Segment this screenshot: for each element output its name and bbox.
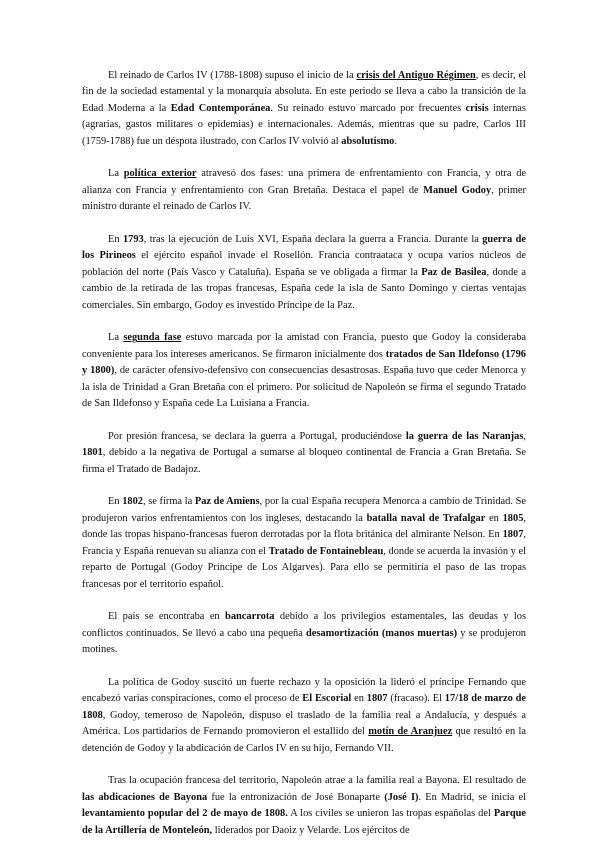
text-run: internas (agrarias, gastos militares o epidemias) e internacionales. Además, mientras que su padre, Carlos III (1759-1788) fue un déspota ilustrado, con Carlos IV volvió al	[82, 102, 526, 147]
text-run: estuvo marcada por la amistad con Francia, puesto que Godoy la consideraba conveniente para los intereses americanos. Se firmaron inicialmente dos	[82, 332, 526, 360]
text-run: en	[351, 693, 367, 705]
text-run: En	[108, 496, 123, 508]
emphasis-text	[368, 726, 452, 737]
bold-text: 1807	[502, 529, 524, 541]
text-run: La	[108, 168, 124, 180]
underlined-text: motín de Aranjuez	[368, 726, 453, 738]
bold-text: la guerra de las Naranjas	[405, 430, 524, 442]
text-run: , por la cual España recupera Menorca a cambio de Trinidad. Se produjeron varios enfrentamientos con los ingleses, destacando la	[82, 496, 526, 524]
bold-text: Manuel Godoy	[423, 184, 492, 196]
bold-text: levantamiento popular del 2 de mayo de 1808.	[82, 808, 288, 820]
paragraph	[82, 166, 526, 215]
text-run: , primer ministro durante el reinado de Carlos IV.	[82, 184, 527, 213]
bold-text: Paz de Amiens	[194, 496, 260, 508]
text-run: El país se encontraba en	[108, 611, 226, 623]
underlined-text: política exterior	[123, 168, 197, 180]
bold-text: (José I)	[384, 791, 419, 803]
bold-text: absolutismo	[341, 135, 395, 147]
bold-text: Edad Contemporánea	[170, 102, 271, 114]
bold-text: guerra de los Pirineos	[82, 234, 527, 262]
paragraph	[82, 68, 526, 150]
bold-text: las abdicaciones de Bayona	[82, 791, 208, 803]
bold-text: crisis	[465, 102, 489, 114]
text-run: .	[394, 135, 397, 147]
text-run: , Godoy, temeroso de Napoleón, dispuso el traslado de la familia real a Andalucía, y después a América. Los partidarios de Fernando promovieron el estallido del	[82, 709, 526, 738]
paragraph	[82, 429, 526, 478]
text-run: Tras la ocupación francesa del territorio, Napoleón atrae a la familia real a Bayona. El resultado de	[108, 775, 526, 787]
text-run: el ejército español invade el Rosellón. Francia contraataca y ocupa varios núcleos de población del norte (País Vasco y Cataluña). España se ve obligada a firmar la	[82, 250, 526, 278]
paragraph	[82, 232, 526, 314]
text-run: , debido a la negativa de Portugal a sumarse al bloqueo continental de Francia a Gran Bretaña. Se firma el Tratado de Badajoz.	[82, 447, 526, 475]
text-run: La política de Godoy suscitó un fuerte rechazo y la oposición la lideró el príncipe Fernando que encabezó varias conspiraciones, como el proceso de	[82, 676, 526, 705]
text-run: . En Madrid, se inicia el	[418, 791, 526, 803]
text-run: , Francia y España renuevan su alianza con el	[82, 529, 526, 557]
bold-text: 1805	[502, 512, 524, 524]
text-run: debido a los privilegios estamentales, las deudas y los conflictos continuados. Se llevó a cabo una pequeña	[82, 611, 527, 639]
paragraph	[82, 773, 526, 839]
text-run: ,	[523, 430, 526, 442]
document-body	[82, 68, 526, 855]
bold-text: desamortización (manos muertas)	[305, 627, 458, 639]
bold-text: 1793	[122, 234, 144, 246]
text-run: en	[485, 512, 503, 524]
bold-text: 17/18 de marzo de 1808	[82, 693, 526, 721]
bold-text: 1802	[122, 496, 143, 508]
paragraph	[82, 675, 526, 757]
bold-text: Tratado de Fontainebleau	[268, 545, 384, 557]
text-run: , donde las tropas hispano-francesas fueron derrotadas por la flota británica del almirante Nelson. En	[82, 512, 526, 541]
text-run: . Su reinado estuvo marcado por frecuentes	[270, 102, 466, 114]
text-run: (fracaso). El	[387, 693, 445, 705]
paragraph	[82, 609, 526, 658]
bold-text: 1807	[366, 693, 388, 705]
paragraph	[82, 494, 526, 592]
bold-text: tratados de San Ildefonso (1796 y 1800)	[82, 348, 527, 377]
text-run: A los civiles se unieron las tropas españolas del	[287, 808, 494, 820]
text-run: , se firma la	[142, 496, 195, 508]
emphasis-text	[123, 332, 181, 343]
text-run: El reinado de Carlos IV (1788-1808) supuso el inicio de la	[108, 70, 357, 81]
text-run: En	[108, 234, 123, 246]
bold-text: Paz de Basilea	[421, 266, 487, 278]
bold-text: Parque de la Artillería de Monteleón,	[82, 808, 526, 836]
bold-text: bancarrota	[225, 611, 275, 623]
text-run: y se produjeron motines.	[82, 627, 526, 656]
text-run: , tras la ejecución de Luis XVI, España declara la guerra a Francia. Durante la	[143, 234, 483, 246]
emphasis-text	[356, 70, 475, 81]
text-run: , de carácter ofensivo-defensivo con consecuencias desastrosas. España tuvo que ceder Menorca y la isla de Trinidad a Gran Bretaña con el primero. Por solicitud de Napoleón se firma el segundo Tratado de San Ildefonso y España cede La Luisiana a Francia.	[82, 365, 526, 410]
bold-text: batalla naval de Trafalgar	[366, 512, 486, 524]
text-run: , donde se acuerda la invasión y el reparto de Portugal (Godoy Príncipe de Los Algarves). Para ello se permitiría el paso de las tropas francesas por el territorio español.	[82, 545, 526, 590]
bold-text: El Escorial	[302, 693, 352, 705]
bold-text: 1801	[82, 447, 103, 459]
underlined-text: segunda fase	[123, 332, 182, 344]
text-run: La	[108, 332, 124, 344]
text-run: fue la entronización de José Bonaparte	[207, 791, 385, 803]
text-run: Por presión francesa, se declara la guerra a Portugal, produciéndose	[108, 430, 406, 442]
text-run: atravesó dos fases: una primera de enfrentamiento con Francia, y otra de alianza con Francia y enfrentamiento con Gran Bretaña. Destaca el papel de	[82, 168, 526, 196]
text-run: liderados por Daoiz y Velarde. Los ejércitos de	[212, 824, 410, 836]
text-run: , es decir, el fin de la sociedad estamental y la monarquía absoluta. En este periodo se lleva a cabo la transición de la Edad Moderna a la	[82, 70, 526, 114]
text-run: que resultó en la detención de Godoy y la abdicación de Carlos IV en su hijo, Fernando VII.	[82, 726, 526, 754]
text-run: , donde a cambio de la retirada de las tropas francesas, España cede la isla de Santo Domingo y ciertas ventajas comerciales. Sin embargo, Godoy es investido Príncipe de la Paz.	[82, 266, 526, 311]
underlined-text: crisis del Antiguo Régimen	[356, 70, 476, 81]
paragraph	[82, 330, 526, 412]
emphasis-text	[124, 168, 197, 179]
